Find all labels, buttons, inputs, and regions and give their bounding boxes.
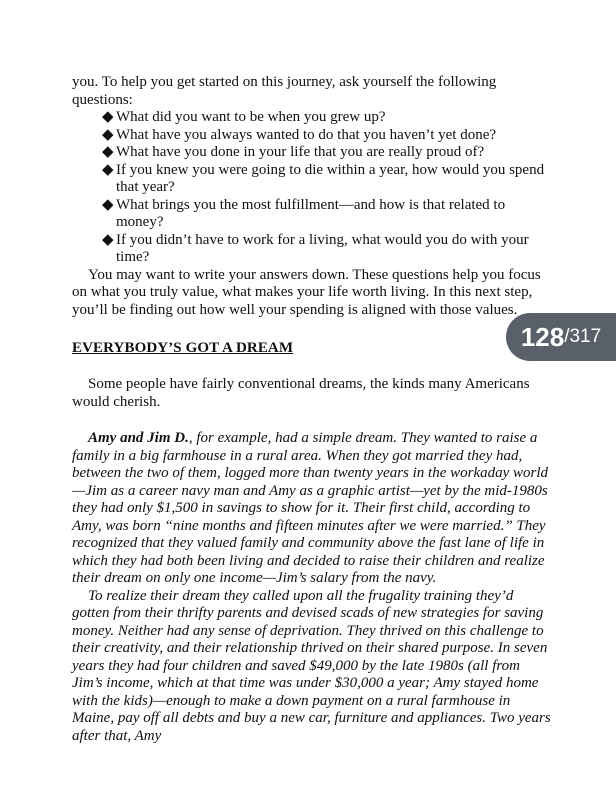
diamond-bullet-icon: ◆ <box>102 109 114 125</box>
intro-section <box>72 376 552 411</box>
story-paragraph-2: To realize their dream they called upon all the frugality training they’d gotten from their thrifty parents and devised scads of new strategies for saving money. Neither had any sense of deprivation. They thrived on this challenge to their creativity, and their relationship thrived on their shared purpose. In seven years they had four children and saved $49,000 by the late 1980s (all from Jim’s income, which at that time was under $30,000 a year; Amy stayed home with the kids)—enough to make a down payment on a rural farmhouse in Maine, pay off all debts and buy a new car, furniture and appliances. Two years after that, Amy <box>72 587 551 744</box>
closing-paragraph: You may want to write your answers down. These questions help you focus on what you truly value, what makes your life worth living. In this next step, you’ll be finding out how well your spending is aligned with those values. <box>72 266 541 318</box>
diamond-bullet-icon: ◆ <box>102 231 114 248</box>
list-item: ◆ If you knew you were going to die within a year, how would you spend that year? <box>102 161 545 195</box>
current-page-number: 128 <box>520 321 565 352</box>
list-item: ◆ If you didn’t have to work for a living, what would you do with your time? <box>102 231 529 265</box>
page-indicator-badge <box>506 313 616 361</box>
section-heading: EVERYBODY’S GOT A DREAM <box>72 340 294 356</box>
story-paragraph-1: Amy and Jim D., for example, had a simple dream. They wanted to raise a family in a big farmhouse in a rural area. When they got married they had, between the two of them, logged more than twenty years in the workaday world—Jim as a career navy man and Amy as a graphic artist—yet by the mid-1980s they had only $1,500 in savings to show for it. Their first child, according to Amy, was born “nine months and fifteen minutes after we were married.” They recognized that they valued family and community above the fast lane of life in which they had both been living and decided to raise their children and realize their dream on only one income—Jim’s salary from the navy. <box>72 430 549 586</box>
list-item: ◆ What have you always wanted to do that you haven’t yet done? <box>102 126 497 143</box>
intro-paragraph: Some people have fairly conventional dreams, the kinds many Americans would cherish. <box>72 376 530 410</box>
top-section <box>72 74 552 319</box>
list-item: ◆ What brings you the most fulfillment—and how is that related to money? <box>102 196 506 230</box>
list-item: ◆ What did you want to be when you grew up? <box>102 109 386 125</box>
total-pages: /317 <box>564 326 602 347</box>
lead-paragraph: you. To help you get started on this journey, ask yourself the following questions: <box>72 74 497 108</box>
list-item: ◆ What have you done in your life that you are really proud of? <box>102 144 485 160</box>
diamond-bullet-icon: ◆ <box>102 144 114 160</box>
question-list <box>72 109 552 267</box>
diamond-bullet-icon: ◆ <box>102 196 114 213</box>
story-section <box>72 430 552 745</box>
diamond-bullet-icon: ◆ <box>102 126 114 143</box>
story-names: Amy and Jim D. <box>88 430 189 446</box>
diamond-bullet-icon: ◆ <box>102 161 114 178</box>
